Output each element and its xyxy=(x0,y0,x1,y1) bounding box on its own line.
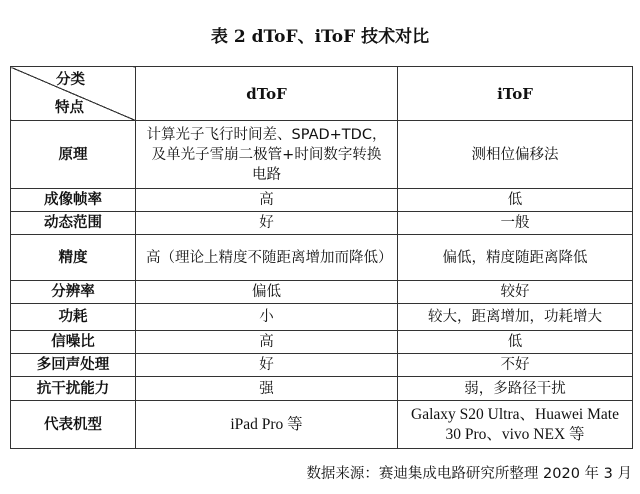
table-row xyxy=(11,189,633,212)
table-row xyxy=(11,121,633,189)
itof-cell: 低 xyxy=(398,331,633,354)
dtof-cell: 高（理论上精度不随距离增加而降低） xyxy=(136,235,398,281)
itof-cell: Galaxy S20 Ultra、Huawei Mate 30 Pro、vivo NEX 等 xyxy=(398,401,633,449)
dtof-cell: 偏低 xyxy=(136,281,398,304)
corner-feature-label: 特点 xyxy=(55,100,84,116)
row-label: 成像帧率 xyxy=(11,189,136,212)
row-label: 抗干扰能力 xyxy=(11,377,136,401)
dtof-cell: 好 xyxy=(136,354,398,377)
row-label: 代表机型 xyxy=(11,401,136,449)
row-label: 原理 xyxy=(11,121,136,189)
dtof-cell: iPad Pro 等 xyxy=(136,401,398,449)
dtof-cell: 好 xyxy=(136,212,398,235)
row-label: 分辨率 xyxy=(11,281,136,304)
dtof-cell: 高 xyxy=(136,331,398,354)
row-label: 精度 xyxy=(11,235,136,281)
row-label: 动态范围 xyxy=(11,212,136,235)
table-row xyxy=(11,212,633,235)
table-row xyxy=(11,235,633,281)
table-row xyxy=(11,281,633,304)
itof-cell: 弱，多路径干扰 xyxy=(398,377,633,401)
row-label: 功耗 xyxy=(11,304,136,331)
itof-cell: 低 xyxy=(398,189,633,212)
itof-cell: 较大，距离增加，功耗增大 xyxy=(398,304,633,331)
table-row xyxy=(11,401,633,449)
column-header-dtof: dToF xyxy=(136,67,398,121)
table-row xyxy=(11,304,633,331)
itof-cell: 偏低，精度随距离降低 xyxy=(398,235,633,281)
itof-cell: 不好 xyxy=(398,354,633,377)
header-row xyxy=(11,67,633,121)
itof-cell: 较好 xyxy=(398,281,633,304)
itof-cell: 一般 xyxy=(398,212,633,235)
dtof-cell: 计算光子飞行时间差、SPAD+TDC，及单光子雪崩二极管+时间数字转换电路 xyxy=(136,121,398,189)
dtof-cell: 小 xyxy=(136,304,398,331)
corner-header xyxy=(11,67,136,121)
comparison-table xyxy=(10,66,633,449)
column-header-itof: iToF xyxy=(398,67,633,121)
table-row xyxy=(11,354,633,377)
table-title: 表 2 dToF、iToF 技术对比 xyxy=(210,27,430,47)
source-note: 数据来源：赛迪集成电路研究所整理 2020 年 3 月 xyxy=(306,466,632,482)
table-row xyxy=(11,377,633,401)
itof-cell: 测相位偏移法 xyxy=(398,121,633,189)
row-label: 信噪比 xyxy=(11,331,136,354)
table-row xyxy=(11,331,633,354)
row-label: 多回声处理 xyxy=(11,354,136,377)
dtof-cell: 强 xyxy=(136,377,398,401)
corner-category-label: 分类 xyxy=(56,72,85,88)
dtof-cell: 高 xyxy=(136,189,398,212)
